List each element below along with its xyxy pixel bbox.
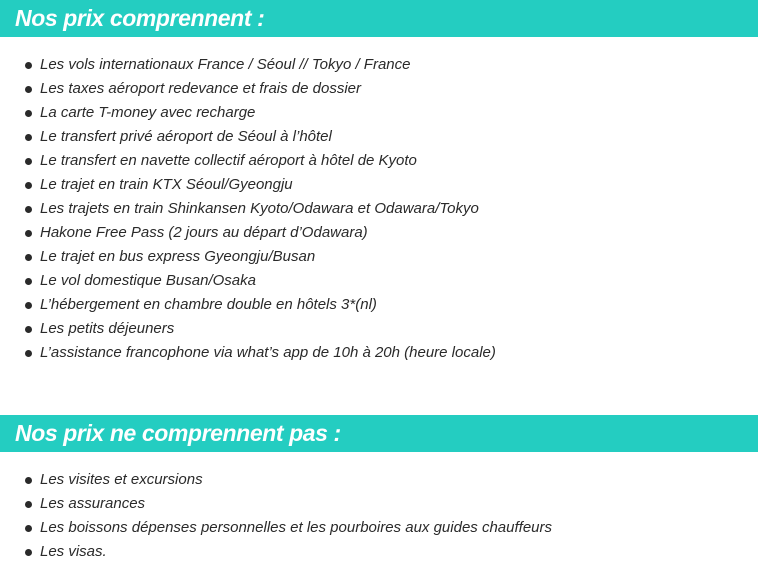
list-item-text: Le trajet en train KTX Séoul/Gyeongju — [40, 176, 293, 193]
bullet-icon — [25, 302, 32, 309]
list-item — [0, 173, 496, 197]
bullet-icon — [25, 278, 32, 285]
bullet-icon — [25, 206, 32, 213]
list-item-text: Les boissons dépenses personnelles et les pourboires aux guides chauffeurs — [40, 519, 552, 536]
bullet-icon — [25, 326, 32, 333]
excluded-section-title: Nos prix ne comprennent pas : — [15, 420, 341, 446]
list-item — [0, 516, 552, 540]
list-item-text: Hakone Free Pass (2 jours au départ d’Odawara) — [40, 224, 368, 241]
list-item — [0, 197, 496, 221]
included-section-title: Nos prix comprennent : — [15, 5, 265, 31]
list-item-text: Les visas. — [40, 543, 107, 560]
bullet-icon — [25, 230, 32, 237]
list-item-text: Les trajets en train Shinkansen Kyoto/Odawara et Odawara/Tokyo — [40, 200, 479, 217]
list-item-text: Le trajet en bus express Gyeongju/Busan — [40, 248, 316, 265]
list-item — [0, 77, 496, 101]
bullet-icon — [25, 134, 32, 141]
list-item — [0, 317, 496, 341]
list-item — [0, 269, 496, 293]
bullet-icon — [25, 110, 32, 117]
list-item — [0, 540, 552, 564]
list-item — [0, 341, 496, 365]
list-item-text: La carte T-money avec recharge — [40, 104, 256, 121]
bullet-icon — [25, 86, 32, 93]
bullet-icon — [25, 549, 32, 556]
list-item — [0, 245, 496, 269]
list-item — [0, 293, 496, 317]
list-item-text: Les vols internationaux France / Séoul // Tokyo / France — [40, 56, 411, 73]
list-item — [0, 221, 496, 245]
bullet-icon — [25, 62, 32, 69]
list-item-text: L’hébergement en chambre double en hôtels 3*(nl) — [40, 296, 377, 313]
list-item-text: Le vol domestique Busan/Osaka — [40, 272, 256, 289]
list-item — [0, 101, 496, 125]
list-item-text: Le transfert en navette collectif aéroport à hôtel de Kyoto — [40, 152, 417, 169]
list-item — [0, 125, 496, 149]
list-item — [0, 492, 552, 516]
list-item-text: L’assistance francophone via what’s app de 10h à 20h (heure locale) — [40, 344, 496, 361]
list-item-text: Le transfert privé aéroport de Séoul à l’hôtel — [40, 128, 332, 145]
included-section-header — [0, 0, 758, 37]
list-item-text: Les visites et excursions — [40, 471, 203, 488]
list-item — [0, 53, 496, 77]
list-item-text: Les assurances — [40, 495, 146, 512]
bullet-icon — [25, 501, 32, 508]
list-item — [0, 149, 496, 173]
bullet-icon — [25, 477, 32, 484]
bullet-icon — [25, 182, 32, 189]
list-item-text: Les petits déjeuners — [40, 320, 175, 337]
excluded-list — [0, 468, 552, 564]
excluded-section-header — [0, 415, 758, 452]
bullet-icon — [25, 350, 32, 357]
bullet-icon — [25, 254, 32, 261]
bullet-icon — [25, 525, 32, 532]
list-item-text: Les taxes aéroport redevance et frais de dossier — [40, 80, 362, 97]
included-list — [0, 53, 496, 365]
list-item — [0, 468, 552, 492]
bullet-icon — [25, 158, 32, 165]
